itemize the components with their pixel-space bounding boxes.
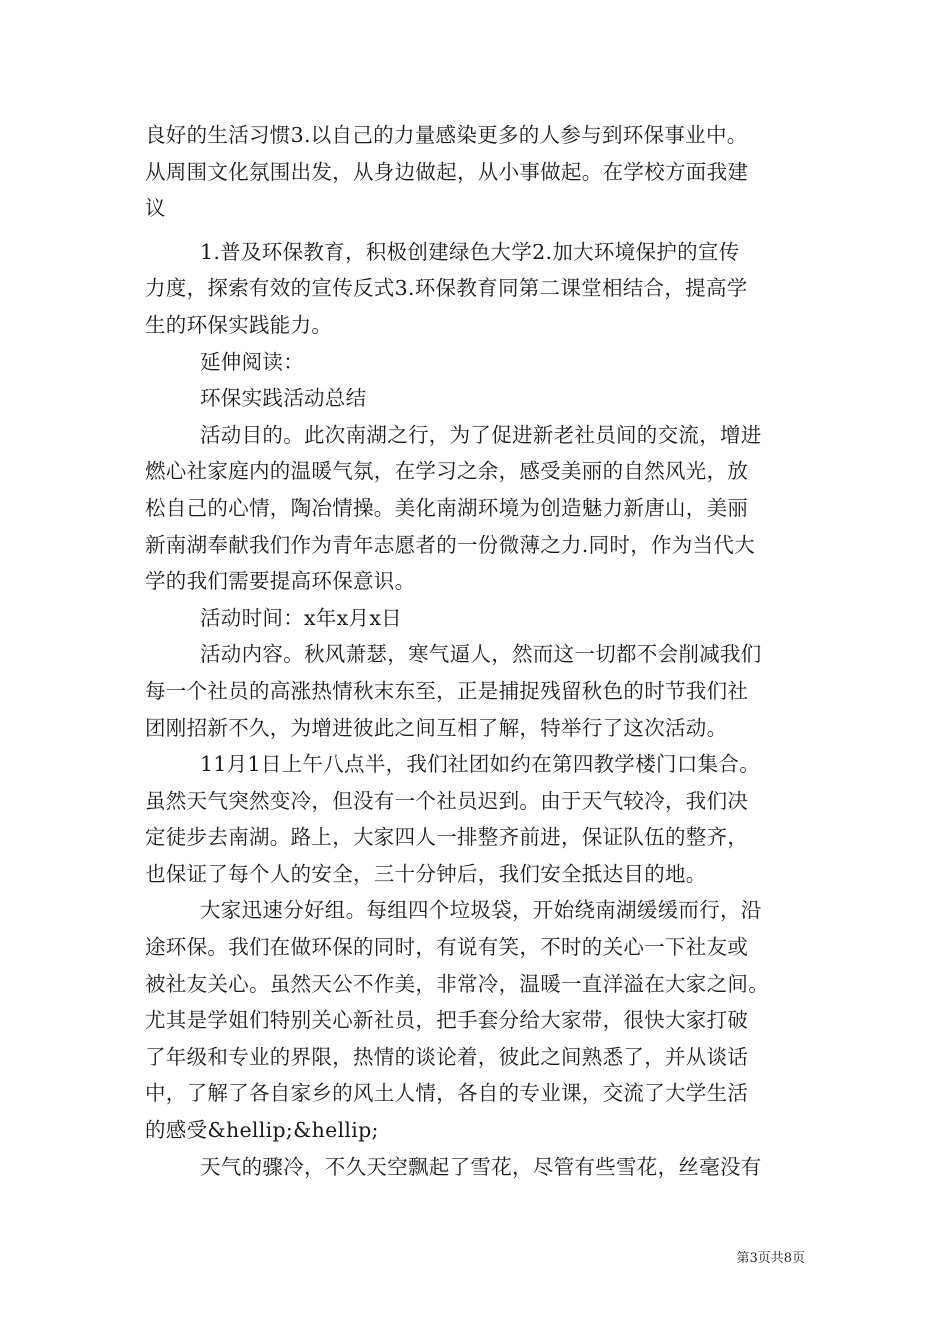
text-line: 新南湖奉献我们作为青年志愿者的一份微薄之力.同时，作为当代大 <box>145 532 756 557</box>
text-line: 良好的生活习惯3.以自己的力量感染更多的人参与到环保事业中。 <box>145 123 748 147</box>
text-line: 生的环保实践能力。 <box>145 312 333 337</box>
paragraph-first-line: 活动目的。此次南湖之行，为了促进新老社员间的交流，增进 <box>200 422 762 447</box>
text-line: 也保证了每个人的安全，三十分钟后，我们安全抵达目的地。 <box>145 861 707 886</box>
text-line: 途环保。我们在做环保的同时，有说有笑，不时的关心一下社友或 <box>145 935 749 960</box>
text-line: 被社友关心。虽然天公不作美，非常冷，温暖一直洋溢在大家之间。 <box>145 971 769 996</box>
section-title: 环保实践活动总结 <box>200 386 367 411</box>
text-line: 定徒步去南湖。路上，大家四人一排整齐前进，保证队伍的整齐， <box>145 825 749 850</box>
text-line: 议 <box>145 196 166 221</box>
text-line: 了年级和专业的界限，热情的谈论着，彼此之间熟悉了，并从谈话 <box>145 1044 749 1069</box>
text-line: 从周围文化氛围出发，从身边做起，从小事做起。在学校方面我建 <box>145 159 749 184</box>
text-line: 学的我们需要提高环保意识。 <box>145 569 416 594</box>
page-number: 第3页共8页 <box>736 1251 805 1266</box>
paragraph-first-line: 活动内容。秋风萧瑟，寒气逼人，然而这一切都不会削减我们 <box>200 642 762 667</box>
text-line: 团刚招新不久，为增进彼此之间互相了解，特举行了这次活动。 <box>145 715 728 740</box>
text-line: 每一个社员的高涨热情秋末东至，正是捕捉残留秋色的时节我们社 <box>145 678 749 703</box>
text-line: 力度，探索有效的宣传反式3.环保教育同第二课堂相结合，提高学 <box>145 276 748 301</box>
text-line: 中，了解了各自家乡的风土人情，各自的专业课，交流了大学生活 <box>145 1081 749 1106</box>
text-line: 虽然天气突然变冷，但没有一个社员迟到。由于天气较冷，我们决 <box>145 788 749 813</box>
paragraph-first-line: 11月1日上午八点半，我们社团如约在第四教学楼门口集合。 <box>200 752 761 777</box>
text-line: 燃心社家庭内的温暖气氛，在学习之余，感受美丽的自然风光，放 <box>145 459 749 484</box>
activity-time: 活动时间：x年x月x日 <box>200 605 402 630</box>
document-body <box>145 117 825 1185</box>
paragraph-first-line: 天气的骤冷，不久天空飘起了雪花，尽管有些雪花，丝毫没有 <box>200 1154 762 1179</box>
paragraph-first-line: 1.普及环保教育，积极创建绿色大学2.加大环境保护的宣传 <box>200 239 740 264</box>
text-line: 的感受&hellip;&hellip; <box>145 1118 379 1143</box>
extended-reading-label: 延伸阅读： <box>200 349 304 374</box>
text-line: 尤其是学姐们特别关心新社员，把手套分给大家带，很快大家打破 <box>145 1008 749 1033</box>
paragraph-first-line: 大家迅速分好组。每组四个垃圾袋，开始绕南湖缓缓而行，沿 <box>200 898 762 923</box>
text-line: 松自己的心情，陶冶情操。美化南湖环境为创造魅力新唐山，美丽 <box>145 495 749 520</box>
